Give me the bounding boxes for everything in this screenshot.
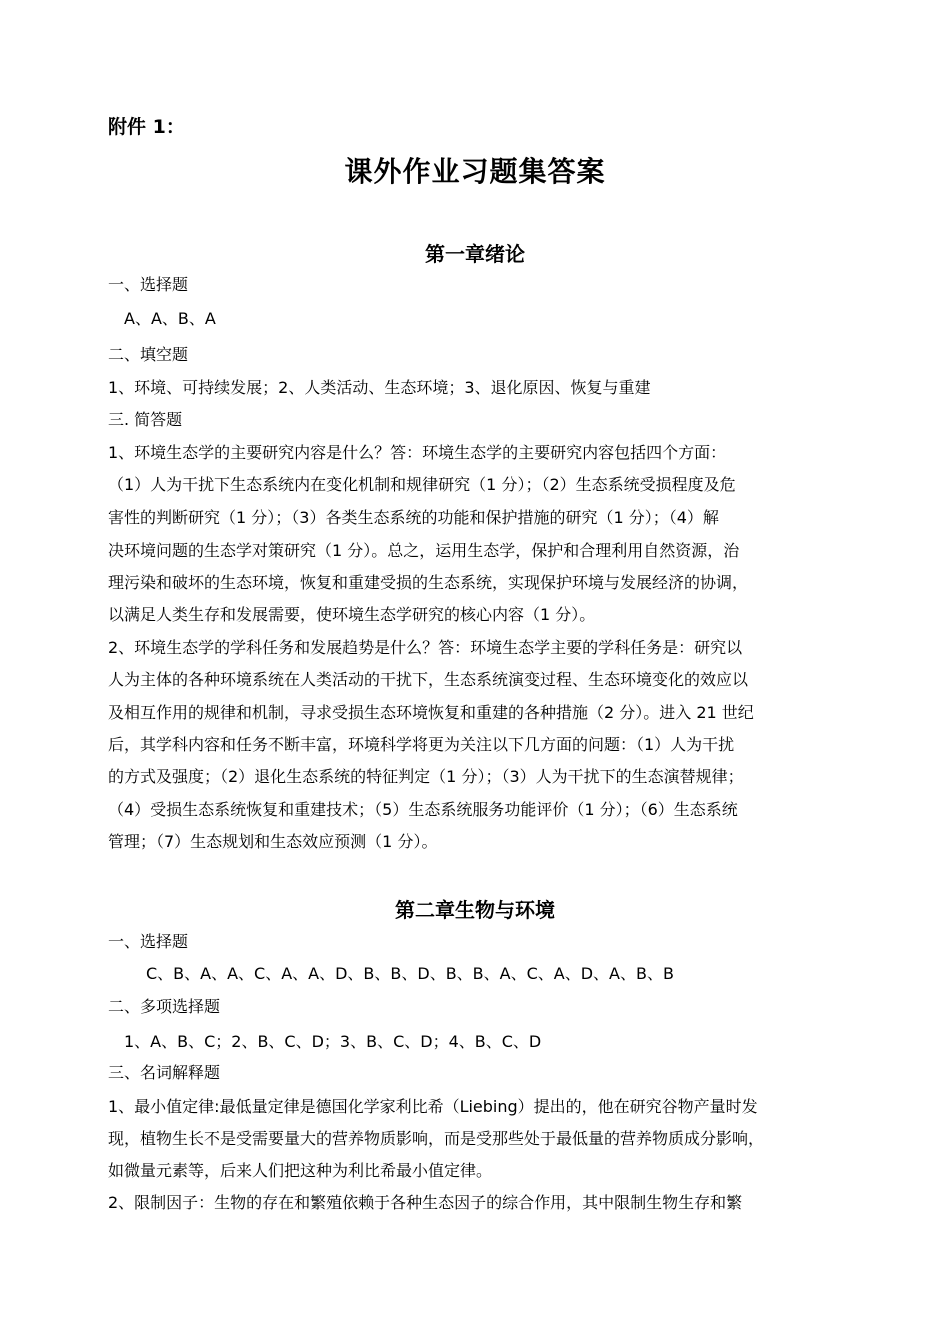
ch2-paragraph-line: 1、最小值定律:最低量定律是德国化学家利比希（Liebing）提出的，他在研究谷物产量时发 [108, 1097, 758, 1116]
ch2-paragraph-line: 如微量元素等，后来人们把这种为利比希最小值定律。 [108, 1161, 493, 1180]
ch1-paragraph-line: 2、环境生态学的学科任务和发展趋势是什么？答：环境生态学主要的学科任务是：研究以 [108, 638, 743, 657]
ch1-sec1-heading: 一、选择题 [108, 275, 189, 294]
ch2-sec2-heading: 二、多项选择题 [108, 997, 221, 1016]
ch1-paragraph-line: 的方式及强度；（2）退化生态系统的特征判定（1 分）；（3）人为干扰下的生态演替规律； [108, 767, 744, 786]
ch1-paragraph-line: 决环境问题的生态学对策研究（1 分）。总之，运用生态学，保护和合理利用自然资源，治 [108, 541, 740, 560]
ch1-paragraph-line: 管理；（7）生态规划和生态效应预测（1 分）。 [108, 832, 438, 851]
ch1-paragraph-line: 理污染和破坏的生态环境，恢复和重建受损的生态系统，实现保护环境与发展经济的协调， [108, 573, 749, 592]
document-title: 课外作业习题集答案 [344, 155, 606, 188]
ch1-paragraph-line: 及相互作用的规律和机制，寻求受损生态环境恢复和重建的各种措施（2 分）。进入 21 世纪 [108, 703, 754, 722]
ch2-paragraph-line: 2、限制因子：生物的存在和繁殖依赖于各种生态因子的综合作用，其中限制生物生存和繁 [108, 1193, 743, 1212]
ch1-paragraph-line: 后，其学科内容和任务不断丰富，环境科学将更为关注以下几方面的问题：（1）人为干扰 [108, 735, 735, 754]
ch1-paragraph-line: 害性的判断研究（1 分）；（3）各类生态系统的功能和保护措施的研究（1 分）；（4）解 [108, 508, 719, 527]
chapter1-title: 第一章绪论 [425, 242, 525, 266]
ch1-paragraph-line: （4）受损生态系统恢复和重建技术；（5）生态系统服务功能评价（1 分）；（6）生态系统 [108, 800, 738, 819]
ch1-paragraph-line: 以满足人类生存和发展需要，使环境生态学研究的核心内容（1 分）。 [108, 605, 596, 624]
ch2-sec1-answers: C、B、A、A、C、A、A、D、B、B、D、B、B、A、C、A、D、A、B、B [146, 964, 674, 983]
ch1-sec2-answers: 1、环境、可持续发展；2、人类活动、生态环境；3、退化原因、恢复与重建 [108, 378, 651, 397]
ch2-sec1-heading: 一、选择题 [108, 932, 189, 951]
ch2-paragraph-line: 现，植物生长不是受需要量大的营养物质影响，而是受那些处于最低量的营养物质成分影响， [108, 1129, 765, 1148]
ch2-sec2-answers: 1、A、B、C；2、B、C、D；3、B、C、D；4、B、C、D [124, 1032, 542, 1051]
chapter2-title: 第二章生物与环境 [395, 898, 555, 922]
ch1-sec2-heading: 二、填空题 [108, 345, 189, 364]
ch1-sec3-heading: 三. 简答题 [108, 410, 183, 429]
ch1-paragraph-line: （1）人为干扰下生态系统内在变化机制和规律研究（1 分）；（2）生态系统受损程度及危 [108, 475, 736, 494]
ch2-sec3-heading: 三、名词解释题 [108, 1063, 221, 1082]
ch1-paragraph-line: 人为主体的各种环境系统在人类活动的干扰下，生态系统演变过程、生态环境变化的效应以 [108, 670, 749, 689]
ch1-paragraph-line: 1、环境生态学的主要研究内容是什么？答：环境生态学的主要研究内容包括四个方面： [108, 443, 727, 462]
annex-label: 附件 1： [108, 116, 185, 138]
ch1-sec1-answers: A、A、B、A [124, 309, 216, 328]
